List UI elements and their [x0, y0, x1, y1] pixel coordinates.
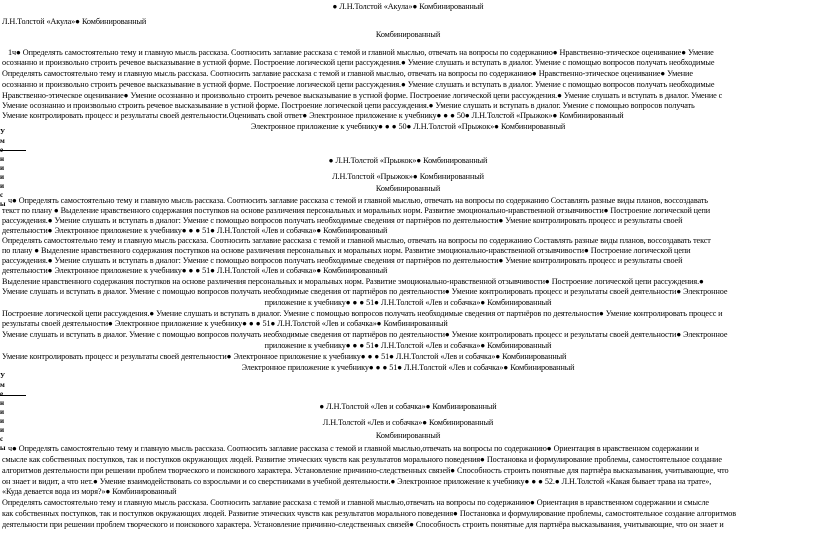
block2-line-9: Умение слушать и вступать в диалог. Умение с помощью вопросов получать необходимые сведения от партнёров по деятельности● Умение контролировать процесс и результаты своей деятельности● Электронное: [2, 287, 728, 296]
block2-separator: [0, 395, 26, 396]
block2-title-mid: Л.Н.Толстой «Прыжок»● Комбинированный: [332, 172, 484, 181]
block1-line-4: Нравственно-этическое оценивание● Умение осознанно и произвольно строить речевое высказывание в устной форме. Построение логической цепи рассуждения.● Умение слушать и вступать в диалог. Умение с: [2, 91, 723, 100]
block1-line-0: 1ч● Определять самостоятельно тему и главную мысль рассказа. Соотносить заглавие рассказа с темой и главной мыслью, отвечать на вопросы по содержанию● Нравственно-этическое оценивание● Умение: [8, 48, 714, 57]
block3-line-3: он знает и видит, а что нет.● Умение взаимодействовать со взрослыми и со сверстниками в учебной деятельности.● Электронное приложение к учебнику● ● ● 52.● Л.Н.Толстой «Какая бывает трава на трате»,: [2, 477, 712, 486]
block1-line-5: Умение осознанно и произвольно строить речевое высказывание в устной форме. Построение логической цепи рассуждения.● Умение слушать и вступать в диалог. Умение с помощью вопросов получать: [2, 101, 695, 110]
block2-line-12: результаты своей деятельности● Электронное приложение к учебнику● ● ● 51● Л.Н.Толстой «Лев и собачка»● Комбинированный: [2, 319, 448, 328]
block3-subtitle: Комбинированный: [375, 431, 441, 440]
block3-line-7: деятельности при решении проблем творческого и поискового характера. Установление причинно-следственных связей● Способность строить понятные для партнёра высказывания, учитывающие, что он знает и: [2, 520, 724, 529]
block2-line-14: приложение к учебнику● ● ● 51● Л.Н.Толстой «Лев и собачка»● Комбинированный: [264, 341, 552, 350]
block2-line-8: Выделение нравственного содержания поступков на основе различения персональных и моральных норм. Развитие эмоционально-нравственной отзывчивости● Построение логической цепи рассуждения.●: [2, 277, 704, 286]
block2-line-11: Построение логической цепи рассуждения.● Умение слушать и вступать в диалог. Умение с помощью вопросов получать необходимые сведения от партнёров по деятельности● Умение контролировать процесс и: [2, 309, 723, 318]
block2-line-13: Умение слушать и вступать в диалог. Умение с помощью вопросов получать необходимые сведения от партнёров по деятельности● Умение контролировать процесс и результаты своей деятельности● Электронное: [2, 330, 728, 339]
block1-line-6: Умение контролировать процесс и результаты своей деятельности.Оценивать свой ответ● Электронное приложение к учебнику● ● ● 50● Л.Н.Толстой «Прыжок»● Комбинированный: [2, 111, 624, 120]
block1-side-letters: Уменииисы: [0, 128, 6, 208]
block1-line-2: Определять самостоятельно тему и главную мысль рассказа. Соотносить заглавие рассказа с темой и главной мыслью, отвечать на вопросы по содержанию● Нравственно-этическое оценивание● Умение: [2, 69, 693, 78]
block2-line-4: Определять самостоятельно тему и главную мысль рассказа. Соотносить заглавие рассказа с темой и главной мыслью, отвечать на вопросы по содержанию Составлять разные виды планов, воссоздавать текст: [2, 236, 711, 245]
block2-line-15: Умение контролировать процесс и результаты своей деятельности● Электронное приложение к учебнику● ● ● 51● Л.Н.Толстой «Лев и собачка»● Комбинированный: [2, 352, 567, 361]
block3-line-2: алгоритмов деятельности при решении проблем творческого и поискового характера. Установление причинно-следственных связей● Способность строить понятные для партнёра высказывания, учитывающие, что: [2, 466, 729, 475]
block1-line-3: осознанно и произвольно строить речевое высказывание в устной форме. Построение логической цепи рассуждения.● Умение слушать и вступать в диалог. Умение с помощью вопросов получать необходимые: [2, 80, 715, 89]
block1-left-label: Л.Н.Толстой «Акула»● Комбинированный: [2, 17, 147, 26]
block2-line-3: деятельности● Электронное приложение к учебнику● ● ● 51● Л.Н.Толстой «Лев и собачка»● Комбинированный: [2, 226, 388, 235]
block2-side-letters: Уменииисы: [0, 372, 6, 452]
block2-line-6: рассуждения.● Умение слушать и вступать в диалог: Умение с помощью вопросов получать необходимые сведения от партнёров по деятельности● Умение контролировать процесс и результаты своей: [2, 256, 683, 265]
block1-title-top: ● Л.Н.Толстой «Акула»● Комбинированный: [332, 2, 484, 11]
block3-line-5: Определять самостоятельно тему и главную мысль рассказа. Соотносить заглавие рассказа с темой и главной мыслью,отвечать на вопросы по содержанию● Ориентация в нравственном содержании и смысле: [2, 498, 709, 507]
block2-line-16: Электронное приложение к учебнику● ● ● 51● Л.Н.Толстой «Лев и собачка»● Комбинированный: [241, 363, 575, 372]
block3-line-0: ч● Определять самостоятельно тему и главную мысль рассказа. Соотносить заглавие рассказа с темой и главной мыслью,отвечать на вопросы по содержанию● Ориентация в нравственном содержании и: [8, 444, 699, 453]
block2-line-10: приложение к учебнику● ● ● 51● Л.Н.Толстой «Лев и собачка»● Комбинированный: [264, 298, 552, 307]
block3-title-top: ● Л.Н.Толстой «Лев и собачка»● Комбинированный: [319, 402, 497, 411]
block2-title-top: ● Л.Н.Толстой «Прыжок»● Комбинированный: [328, 156, 488, 165]
block2-line-5: по плану ● Выделение нравственного содержания поступков на основе различения персональных и моральных норм. Развитие эмоционально-нравственной отзывчивости● Построение логической цепи: [2, 246, 691, 255]
block3-line-1: смысле как собственных поступков, так и поступков окружающих людей. Развитие этических чувств как результатов морального поведения● Постановка и формулирование проблемы, самостоятельное создание: [2, 455, 722, 464]
block2-subtitle: Комбинированный: [375, 184, 441, 193]
block2-line-1: текст по плану ● Выделение нравственного содержания поступков на основе различения персональных и моральных норм. Развитие эмоционально-нравственной отзывчивости● Построение логической цепи: [2, 206, 711, 215]
block1-line-7: Электронное приложение к учебнику● ● ● 50● Л.Н.Толстой «Прыжок»● Комбинированный: [250, 122, 566, 131]
block2-line-2: рассуждения.● Умение слушать и вступать в диалог: Умение с помощью вопросов получать необходимые сведения от партнёров по деятельности● Умение контролировать процесс и результаты своей: [2, 216, 683, 225]
block2-line-0: ч● Определять самостоятельно тему и главную мысль рассказа. Соотносить заглавие рассказа с темой и главной мыслью, отвечать на вопросы по содержанию Составлять разные виды планов, воссоздавать: [8, 196, 708, 205]
block3-line-4: «Куда девается вода из моря?»● Комбинированный: [2, 487, 177, 496]
block3-line-6: как собственных поступков, так и поступков окружающих людей. Развитие этических чувств как результатов морального поведения● Постановка и формулирование проблемы, самостоятельное создание алгоритмов: [2, 509, 737, 518]
block1-separator: [0, 150, 26, 151]
block1-line-1: осознанно и произвольно строить речевое высказывание в устной форме. Построение логической цепи рассуждения.● Умение слушать и вступать в диалог. Умение с помощью вопросов получать необходимые: [2, 58, 715, 67]
block3-title-mid: Л.Н.Толстой «Лев и собачка»● Комбинированный: [322, 418, 494, 427]
block1-subtitle: Комбинированный: [375, 30, 441, 39]
block2-line-7: деятельности● Электронное приложение к учебнику● ● ● 51● Л.Н.Толстой «Лев и собачка»● Комбинированный: [2, 266, 388, 275]
